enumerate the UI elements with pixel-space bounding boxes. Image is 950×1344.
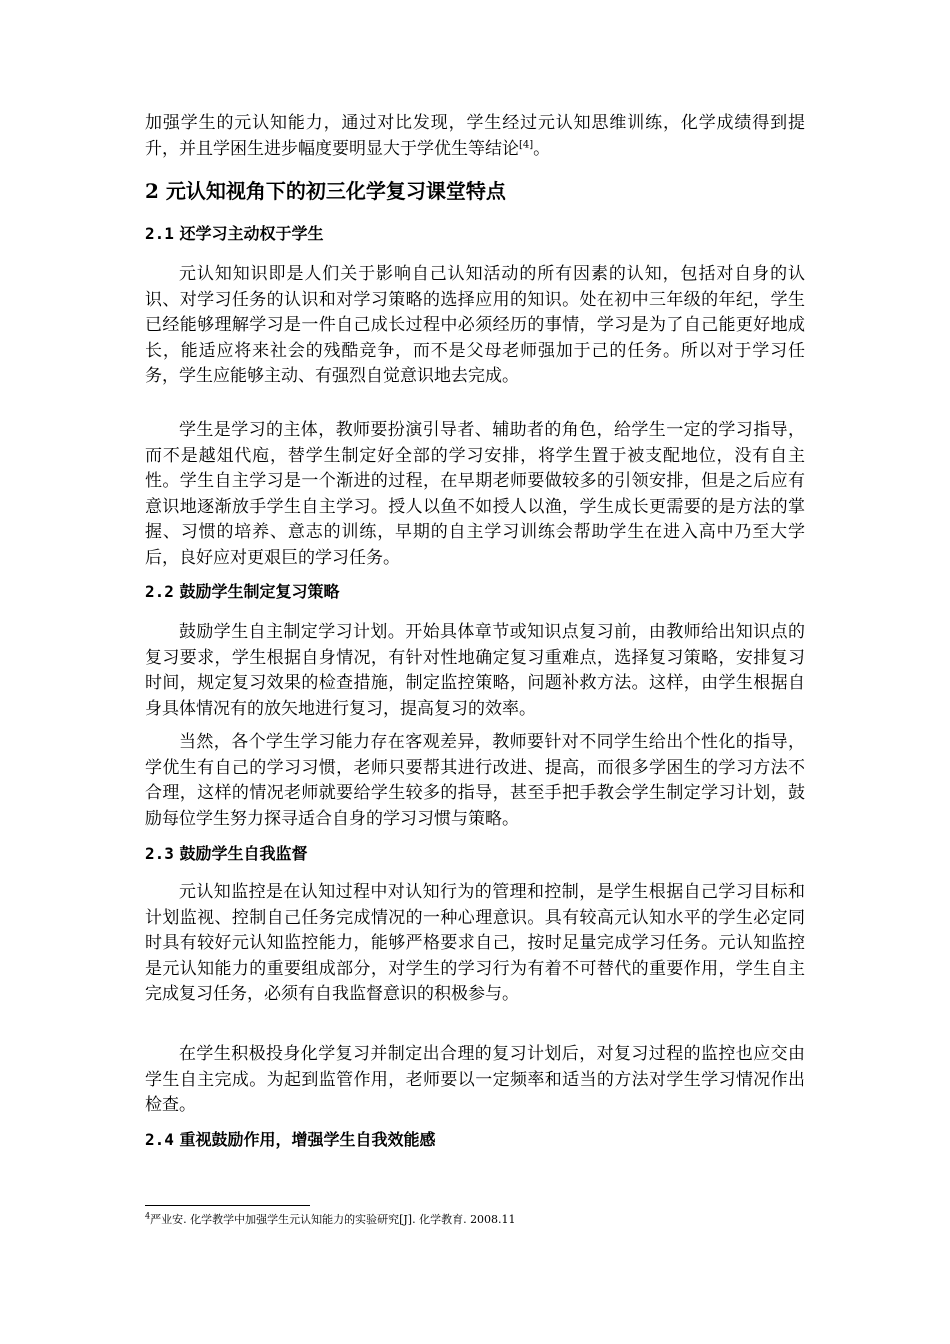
subsection-heading: [145, 222, 324, 246]
subsection-title: 重视鼓励作用，增强学生自我效能感: [179, 1130, 436, 1149]
paragraph: 鼓励学生自主制定学习计划。开始具体章节或知识点复习前，由教师给出知识点的复习要求，学生根据自身情况，有针对性地确定复习重难点，选择复习策略，安排复习时间，规定复习效果的检查措施，制定监控策略，问题补救方法。这样，由学生根据自身具体情况有的放矢地进行复习，提高复习的效率。: [145, 622, 805, 719]
subsection-title: 还学习主动权于学生: [179, 224, 324, 243]
paragraph: 学生是学习的主体，教师要扮演引导者、辅助者的角色，给学生一定的学习指导，而不是越俎代庖，替学生制定好全部的学习安排，将学生置于被支配地位，没有自主性。学生自主学习是一个渐进的过程，在早期老师要做较多的引领安排，但是之后应有意识地逐渐放手学生自主学习。授人以鱼不如授人以渔，学生成长更需要的是方法的掌握、习惯的培养、意志的训练，早期的自主学习训练会帮助学生在进入高中乃至大学后，良好应对更艰巨的学习任务。: [145, 420, 805, 568]
footnote-text: 严业安. 化学教学中加强学生元认知能力的实验研究[J]. 化学教育. 2008.11: [150, 1213, 516, 1226]
subsection-heading: [145, 842, 308, 866]
subsection-number: 2.2: [145, 582, 174, 601]
section-heading: [145, 177, 506, 205]
footnote: [145, 1212, 516, 1228]
subsection-title: 鼓励学生制定复习策略: [179, 582, 340, 601]
intro-end: 。: [533, 138, 551, 159]
paragraph: 在学生积极投身化学复习并制定出合理的复习计划后，对复习过程的监控也应交由学生自主完成。为起到监管作用，老师要以一定频率和适当的方法对学生学习情况作出检查。: [145, 1044, 805, 1115]
section-title: 元认知视角下的初三化学复习课堂特点: [165, 179, 506, 203]
paragraph: 元认知监控是在认知过程中对认知行为的管理和控制，是学生根据自己学习目标和计划监视、控制自己任务完成情况的一种心理意识。具有较高元认知水平的学生必定同时具有较好元认知监控能力，能够严格要求自己，按时足量完成学习任务。元认知监控是元认知能力的重要组成部分，对学生的学习行为有着不可替代的重要作用，学生自主完成复习任务，必须有自我监督意识的积极参与。: [145, 882, 805, 1004]
paragraph: 当然，各个学生学习能力存在客观差异，教师要针对不同学生给出个性化的指导，学优生有自己的学习习惯，老师只要帮其进行改进、提高，而很多学困生的学习方法不合理，这样的情况老师就要给学生较多的指导，甚至手把手教会学生制定学习计划，鼓励每位学生努力探寻适合自身的学习习惯与策略。: [145, 732, 805, 829]
footnote-mark: 4: [145, 1211, 151, 1221]
section-number: 2: [145, 179, 159, 203]
subsection-heading: [145, 580, 340, 604]
intro-paragraph: [145, 111, 805, 162]
subsection-heading: [145, 1128, 436, 1152]
intro-text: 加强学生的元认知能力，通过对比发现，学生经过元认知思维训练，化学成绩得到提升，并且学困生进步幅度要明显大于学优生等结论: [145, 113, 805, 159]
subsection-title: 鼓励学生自我监督: [179, 844, 308, 863]
subsection-number: 2.1: [145, 224, 174, 243]
subsection-number: 2.4: [145, 1130, 174, 1149]
subsection-number: 2.3: [145, 844, 174, 863]
paragraph: 元认知知识即是人们关于影响自己认知活动的所有因素的认知，包括对自身的认识、对学习任务的认识和对学习策略的选择应用的知识。处在初中三年级的年纪，学生已经能够理解学习是一件自己成长过程中必须经历的事情，学习是为了自己能更好地成长，能适应将来社会的残酷竞争，而不是父母老师强加于己的任务。所以对于学习任务，学生应能够主动、有强烈自觉意识地去完成。: [145, 264, 805, 386]
citation-marker: [4]: [519, 138, 534, 150]
footnote-separator: [145, 1205, 310, 1206]
